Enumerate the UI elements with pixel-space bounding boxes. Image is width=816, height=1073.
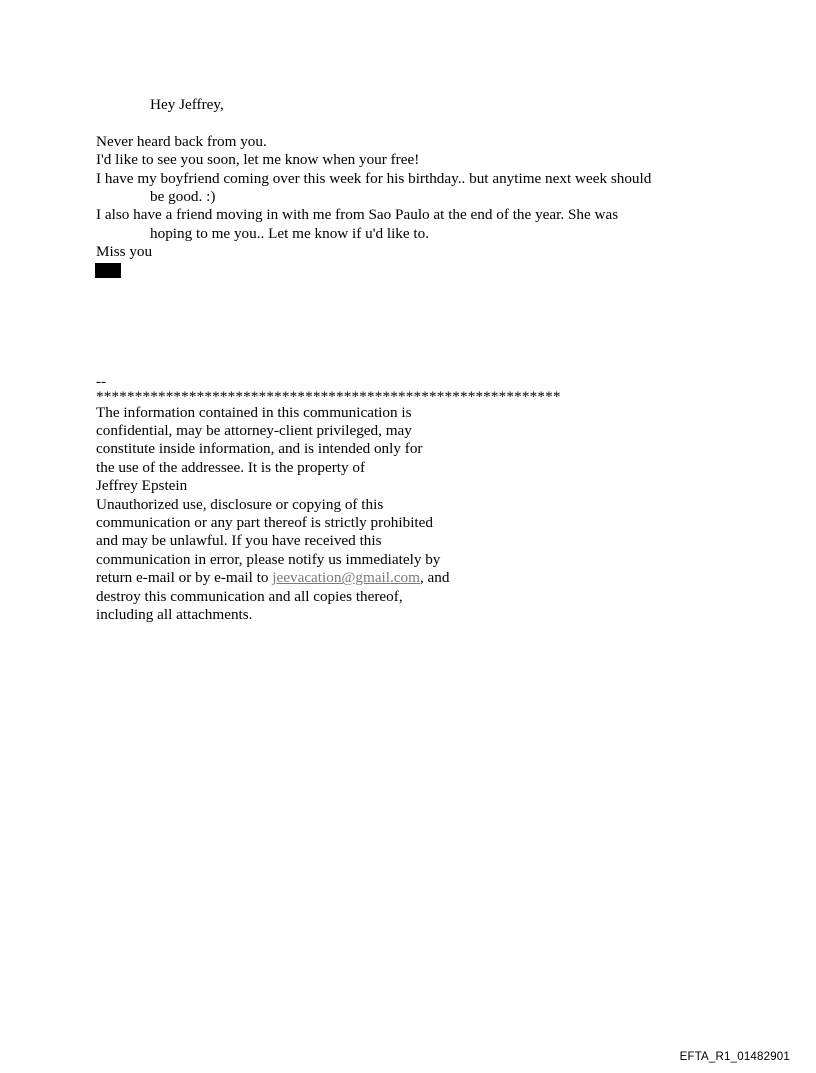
document-id: EFTA_R1_01482901	[679, 1051, 790, 1063]
disclaimer-return-line	[96, 569, 476, 587]
greeting: Hey Jeffrey,	[150, 96, 224, 113]
body-line-4: I also have a friend moving in with me from Sao Paulo at the end of the year. She was hoping to me you.. Let me know if u'd like to.	[96, 206, 619, 242]
body-line-closing: Miss you	[96, 243, 153, 261]
disclaimer-line: communication or any part thereof is strictly prohibited	[96, 514, 433, 532]
email-document	[96, 96, 656, 625]
blank-line	[96, 114, 656, 132]
disclaimer-line: and may be unlawful. If you have received this	[96, 532, 382, 550]
confidentiality-disclaimer	[96, 404, 476, 625]
body-line-3: I have my boyfriend coming over this week for his birthday.. but anytime next week should be good. :)	[96, 169, 652, 206]
redaction-box	[95, 263, 121, 278]
disclaimer-line: communication in error, please notify us immediately by	[96, 550, 441, 568]
disclaimer-line: the use of the addressee. It is the property of	[96, 458, 366, 476]
disclaimer-line: destroy this communication and all copies thereof,	[96, 587, 403, 605]
spacer	[96, 278, 656, 373]
disclaimer-line: constitute inside information, and is intended only for	[96, 440, 423, 458]
disclaimer-line: Unauthorized use, disclosure or copying of this	[96, 495, 384, 513]
body-line-2: I'd like to see you soon, let me know when your free!	[96, 151, 420, 169]
disclaimer-line: Jeffrey Epstein	[96, 477, 188, 495]
disclaimer-return-prefix: return e-mail or by e-mail to	[96, 569, 273, 587]
asterisk-divider: ************************************************************	[96, 387, 561, 405]
disclaimer-line: confidential, may be attorney-client privileged, may	[96, 422, 412, 440]
body-line-1: Never heard back from you.	[96, 132, 267, 150]
disclaimer-return-suffix: , and	[419, 569, 450, 587]
disclaimer-line: The information contained in this communication is	[96, 403, 412, 421]
email-link[interactable]: jeevacation@gmail.com	[272, 569, 420, 587]
signature-separator: --	[96, 372, 107, 390]
disclaimer-line: including all attachments.	[96, 606, 253, 624]
